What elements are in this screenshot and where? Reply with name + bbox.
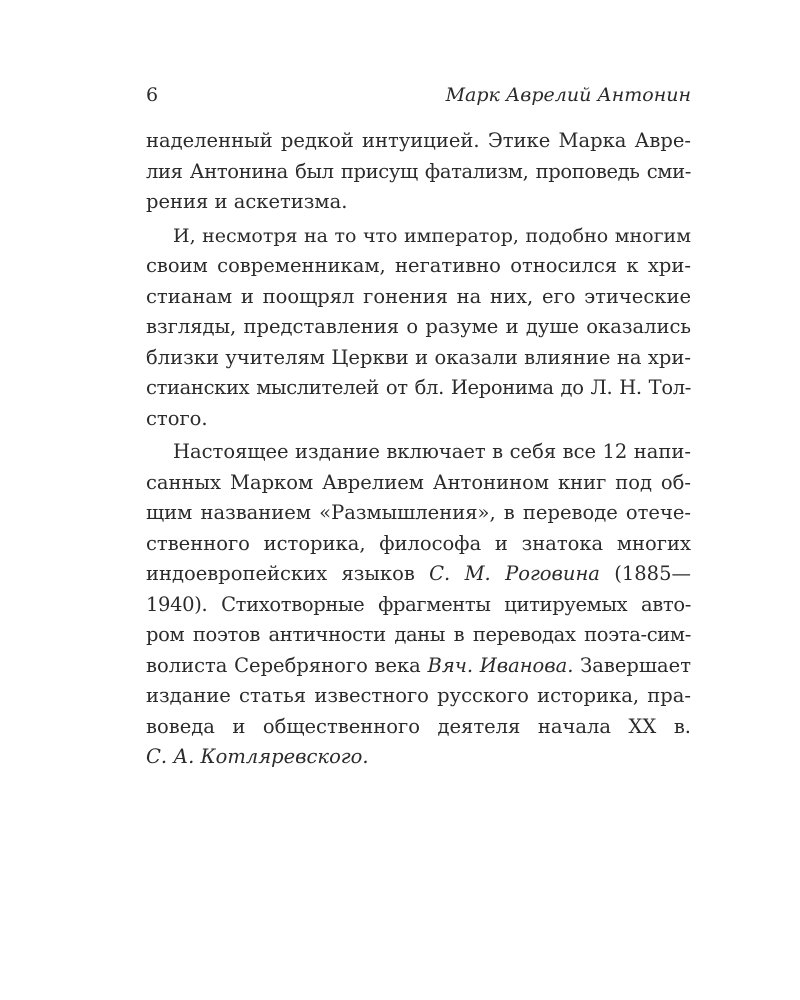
text-line: ром поэтов античности даны в переводах поэта-сим- xyxy=(146,623,691,646)
text-line: воведа и общественного деятеля начала XX в. xyxy=(146,714,691,738)
running-header xyxy=(146,84,691,110)
text-run: индоевропейских языков xyxy=(146,562,430,585)
translator-name: С. М. Роговина xyxy=(429,562,600,585)
text-line: ственного историка, философа и знатока многих xyxy=(146,531,691,555)
text-line: 1940). Стихотворные фрагменты цитируемых авто- xyxy=(146,592,691,616)
text-line: лия Антонина был присущ фатализм, проповедь сми- xyxy=(146,159,691,183)
text-line: Настоящее издание включает в себя все 12 напи- xyxy=(173,440,691,463)
text-line xyxy=(146,559,691,590)
text-line xyxy=(146,742,691,773)
text-line: своим современникам, негативно относился к хри- xyxy=(146,254,691,277)
text-line: стого. xyxy=(146,406,208,430)
text-line: стианских мыслителей от бл. Иеронима до Л. Н. Тол- xyxy=(146,376,691,399)
text-line: близки учителям Церкви и оказали влияние на хри- xyxy=(146,345,691,369)
text-run: (1885— xyxy=(599,562,691,585)
text-run: волиста Серебряного века xyxy=(146,653,428,677)
author-name: С. А. Котляревского. xyxy=(146,745,369,768)
text-line: щим названием «Размышления», в переводе отече- xyxy=(146,501,691,524)
text-line: санных Марком Аврелием Антонином книг под об- xyxy=(146,470,691,494)
text-line: издание статья известного русского историка, пра- xyxy=(146,684,691,707)
running-title: Марк Аврелий Антонин xyxy=(445,84,691,106)
text-run: Завершает xyxy=(573,653,691,677)
text-line: рения и аскетизма. xyxy=(146,190,348,213)
poet-name: Вяч. Иванова. xyxy=(427,653,574,677)
text-line: стианам и поощрял гонения на них, его этические xyxy=(146,284,691,308)
text-line: взгляды, представления о разуме и душе оказались xyxy=(146,315,691,338)
text-line xyxy=(146,651,691,682)
page-number: 6 xyxy=(146,84,159,106)
text-line: наделенный редкой интуицией. Этике Марка Авре- xyxy=(146,129,691,152)
text-line: И, несмотря на то что император, подобно многим xyxy=(173,224,691,247)
body-text xyxy=(146,126,691,773)
